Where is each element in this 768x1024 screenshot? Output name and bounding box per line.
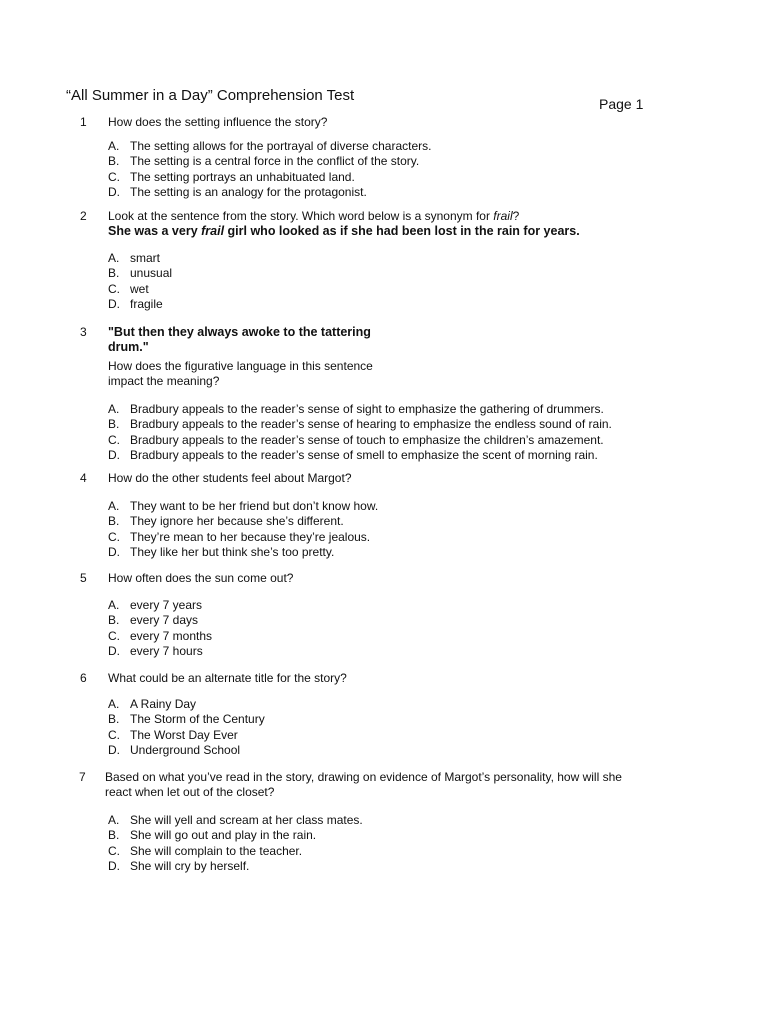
answer-option-a bbox=[108, 697, 668, 712]
option-letter: D. bbox=[108, 544, 120, 559]
answer-option-a bbox=[108, 402, 668, 417]
option-text: She will complain to the teacher. bbox=[130, 843, 303, 858]
option-text: wet bbox=[130, 281, 149, 296]
answer-option-c bbox=[108, 629, 668, 644]
answer-option-b bbox=[108, 514, 668, 529]
option-text: They like her but think she’s too pretty. bbox=[130, 544, 335, 559]
answer-option-b bbox=[108, 828, 665, 843]
option-letter: A. bbox=[108, 139, 120, 153]
answer-option-b bbox=[108, 417, 668, 432]
option-letter: C. bbox=[108, 727, 120, 742]
answer-option-a bbox=[108, 499, 668, 514]
option-text: every 7 years bbox=[130, 598, 203, 612]
answer-options bbox=[108, 499, 668, 560]
option-text: fragile bbox=[130, 296, 163, 311]
question-number: 6 bbox=[80, 671, 87, 685]
answer-options bbox=[108, 139, 668, 200]
answer-option-b bbox=[108, 266, 668, 281]
answer-option-b bbox=[108, 154, 668, 169]
option-letter: C. bbox=[108, 432, 120, 447]
option-letter: C. bbox=[108, 843, 120, 858]
option-text: The setting portrays an unhabituated land. bbox=[130, 169, 355, 184]
answer-option-d bbox=[108, 545, 668, 560]
answer-option-c bbox=[108, 844, 665, 859]
quoted-sentence: She was a very frail girl who looked as if she had been lost in the rain for years. bbox=[108, 224, 580, 238]
option-letter: A. bbox=[108, 251, 120, 265]
option-text: The Worst Day Ever bbox=[130, 727, 238, 742]
option-letter: C. bbox=[108, 529, 120, 544]
answer-option-c bbox=[108, 282, 668, 297]
emphasized-word: frail bbox=[201, 224, 225, 238]
option-text: She will yell and scream at her class mates. bbox=[130, 813, 363, 827]
question-stem: Based on what you’ve read in the story, drawing on evidence of Margot’s personality, how will she react when let out of the closet? bbox=[105, 770, 622, 799]
question-number: 7 bbox=[79, 770, 86, 784]
answer-options bbox=[108, 813, 665, 874]
option-letter: A. bbox=[108, 598, 120, 612]
option-text: They want to be her friend but don’t know how. bbox=[130, 499, 379, 513]
answer-option-c bbox=[108, 530, 668, 545]
question-stem: How often does the sun come out? bbox=[108, 571, 294, 585]
option-letter: C. bbox=[108, 169, 120, 184]
option-text: The Storm of the Century bbox=[130, 712, 265, 727]
option-text: They’re mean to her because they’re jealous. bbox=[130, 529, 371, 544]
option-letter: D. bbox=[108, 643, 120, 658]
answer-option-a bbox=[108, 598, 668, 613]
option-text: every 7 months bbox=[130, 628, 213, 643]
option-letter: C. bbox=[108, 281, 120, 296]
answer-option-c bbox=[108, 170, 668, 185]
answer-option-d bbox=[108, 448, 668, 463]
option-letter: D. bbox=[108, 296, 120, 311]
question-stem: How do the other students feel about Margot? bbox=[108, 471, 352, 485]
question-number: 2 bbox=[80, 209, 87, 223]
option-text: She will cry by herself. bbox=[130, 858, 250, 873]
option-text: unusual bbox=[130, 266, 173, 281]
option-text: every 7 days bbox=[130, 613, 199, 628]
option-letter: B. bbox=[108, 828, 120, 843]
answer-options bbox=[108, 697, 668, 758]
option-text: Bradbury appeals to the reader’s sense of touch to emphasize the children’s amazement. bbox=[130, 432, 604, 447]
option-letter: B. bbox=[108, 154, 120, 169]
question-stem: Look at the sentence from the story. Which word below is a synonym for frail? bbox=[108, 209, 520, 223]
option-letter: A. bbox=[108, 697, 120, 711]
option-text: She will go out and play in the rain. bbox=[130, 828, 317, 843]
question-stem: What could be an alternate title for the story? bbox=[108, 671, 347, 685]
answer-option-d bbox=[108, 859, 665, 874]
option-text: They ignore her because she’s different. bbox=[130, 514, 344, 529]
option-letter: A. bbox=[108, 813, 120, 827]
question-number: 3 bbox=[80, 325, 87, 339]
answer-options bbox=[108, 251, 668, 312]
quoted-sentence: "But then they always awoke to the tattering drum." bbox=[108, 325, 371, 354]
question-number: 4 bbox=[80, 471, 87, 485]
answer-option-b bbox=[108, 712, 668, 727]
option-text: The setting is a central force in the conflict of the story. bbox=[130, 154, 420, 169]
option-text: Bradbury appeals to the reader’s sense of smell to emphasize the scent of morning rain. bbox=[130, 447, 598, 462]
option-letter: D. bbox=[108, 184, 120, 199]
question-stem: How does the figurative language in this sentence impact the meaning? bbox=[108, 359, 373, 388]
option-text: The setting is an analogy for the protagonist. bbox=[130, 184, 367, 199]
option-letter: D. bbox=[108, 447, 120, 462]
option-text: Underground School bbox=[130, 742, 241, 757]
option-text: The setting allows for the portrayal of diverse characters. bbox=[130, 139, 432, 153]
question-stem: How does the setting influence the story? bbox=[108, 115, 328, 129]
option-letter: C. bbox=[108, 628, 120, 643]
option-text: Bradbury appeals to the reader’s sense of sight to emphasize the gathering of drummers. bbox=[130, 402, 604, 416]
option-text: A Rainy Day bbox=[130, 697, 197, 711]
answer-option-a bbox=[108, 139, 668, 154]
option-letter: A. bbox=[108, 499, 120, 513]
answer-options bbox=[108, 598, 668, 659]
option-letter: B. bbox=[108, 417, 120, 432]
option-text: every 7 hours bbox=[130, 643, 203, 658]
option-text: Bradbury appeals to the reader’s sense of hearing to emphasize the endless sound of rain. bbox=[130, 417, 612, 432]
answer-option-a bbox=[108, 251, 668, 266]
option-letter: B. bbox=[108, 514, 120, 529]
emphasized-word: frail bbox=[493, 209, 513, 223]
option-letter: B. bbox=[108, 712, 120, 727]
option-letter: A. bbox=[108, 402, 120, 416]
option-text: smart bbox=[130, 251, 160, 265]
answer-option-d bbox=[108, 644, 668, 659]
option-letter: D. bbox=[108, 742, 120, 757]
answer-option-c bbox=[108, 433, 668, 448]
page-number: Page 1 bbox=[599, 96, 644, 112]
answer-option-a bbox=[108, 813, 665, 828]
answer-option-d bbox=[108, 297, 668, 312]
question-number: 5 bbox=[80, 571, 87, 585]
answer-option-c bbox=[108, 728, 668, 743]
option-letter: B. bbox=[108, 266, 120, 281]
option-letter: D. bbox=[108, 858, 120, 873]
question-number: 1 bbox=[80, 115, 87, 129]
option-letter: B. bbox=[108, 613, 120, 628]
answer-option-d bbox=[108, 185, 668, 200]
document-title: “All Summer in a Day” Comprehension Test bbox=[66, 87, 355, 104]
answer-option-d bbox=[108, 743, 668, 758]
answer-options bbox=[108, 402, 668, 463]
answer-option-b bbox=[108, 613, 668, 628]
